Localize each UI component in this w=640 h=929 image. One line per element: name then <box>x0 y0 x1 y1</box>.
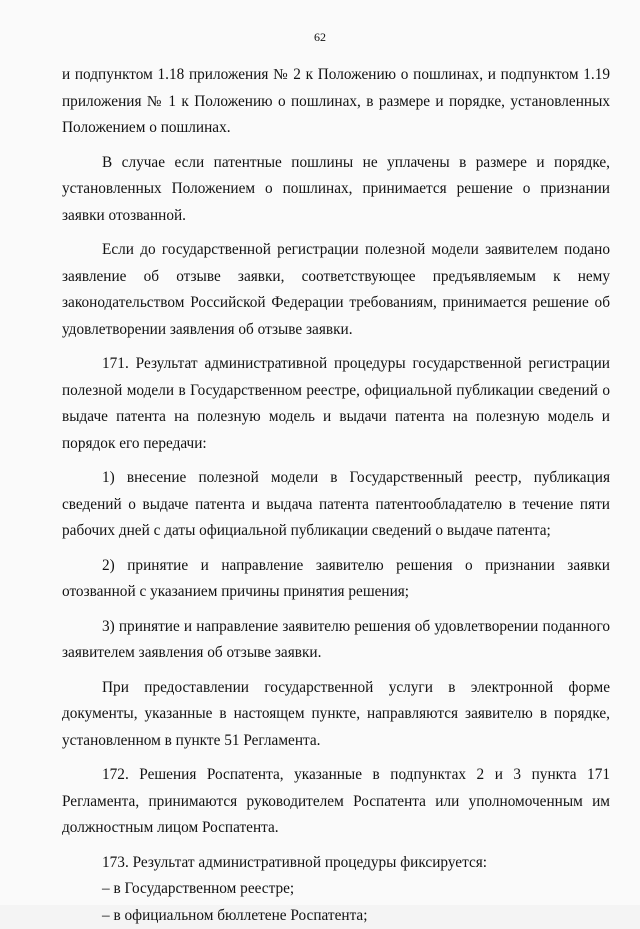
page-number: 62 <box>0 30 640 45</box>
paragraph-continuation: и подпунктом 1.18 приложения № 2 к Положению о пошлинах, и подпунктом 1.19 приложения № 1 к Положению о пошлинах, в размере и порядке, установленных Положением о пошлинах. <box>62 62 610 142</box>
list-item-official-bulletin: – в официальном бюллетене Роспатента; <box>62 903 610 929</box>
paragraph-172: 172. Решения Роспатента, указанные в подпунктах 2 и 3 пункта 171 Регламента, принимаются руководителем Роспатента или уполномоченным им должностным лицом Роспатента. <box>62 762 610 842</box>
list-item-state-register: – в Государственном реестре; <box>62 876 610 903</box>
paragraph-electronic-form: При предоставлении государственной услуги в электронной форме документы, указанные в настоящем пункте, направляются заявителю в порядке, установленном в пункте 51 Регламента. <box>62 675 610 755</box>
paragraph-unpaid-fees: В случае если патентные пошлины не уплачены в размере и порядке, установленных Положением о пошлинах, принимается решение о признании заявки отозванной. <box>62 150 610 230</box>
paragraph-171-item-2: 2) принятие и направление заявителю решения о признании заявки отозванной с указанием причины принятия решения; <box>62 553 610 606</box>
paragraph-171-item-3: 3) принятие и направление заявителю решения об удовлетворении поданного заявителем заявления об отзыве заявки. <box>62 614 610 667</box>
paragraph-171-item-1: 1) внесение полезной модели в Государственный реестр, публикация сведений о выдаче патента и выдача патента патентообладателю в течение пяти рабочих дней с даты официальной публикации сведений о выдаче патента; <box>62 465 610 545</box>
paragraph-171: 171. Результат административной процедуры государственной регистрации полезной модели в Государственном реестре, официальной публикации сведений о выдаче патента на полезную модель и выдачи патента на полезную модель и порядок его передачи: <box>62 351 610 457</box>
document-body <box>62 62 610 929</box>
paragraph-173: 173. Результат административной процедуры фиксируется: <box>62 850 610 877</box>
paragraph-withdrawal-request: Если до государственной регистрации полезной модели заявителем подано заявление об отзыве заявки, соответствующее предъявляемым к нему законодательством Российской Федерации требованиям, принимается решение об удовлетворении заявления об отзыве заявки. <box>62 237 610 343</box>
